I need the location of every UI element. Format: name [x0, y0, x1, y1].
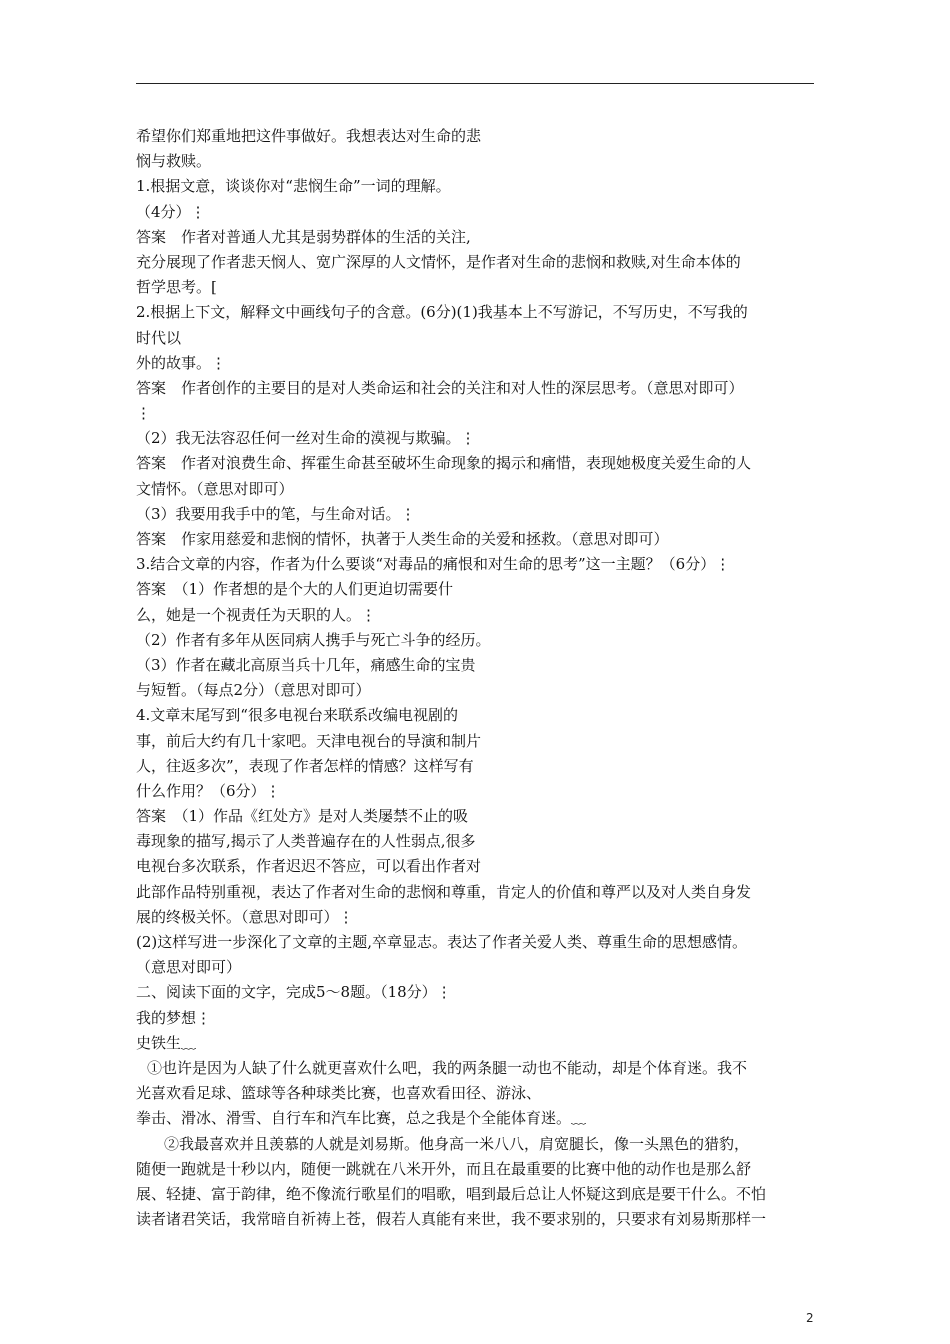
answer-line: 答案 作者创作的主要目的是对人类命运和社会的关注和对人性的深层思考。（意思对即可）: [136, 378, 744, 397]
section-heading: 二、阅读下面的文字，完成5～8题。（18分）⋮: [136, 983, 452, 1002]
text-line: 哲学思考。[: [136, 278, 217, 297]
answer-line: 答案 （1）作品《红处方》是对人类屡禁不止的吸: [136, 807, 469, 826]
text-line: (2)这样写进一步深化了文章的主题,卒章显志。表达了作者关爱人类、尊重生命的思想感情。: [136, 933, 748, 951]
text-line: （4分）⋮: [136, 202, 206, 221]
text-line: 什么作用？（6分）⋮: [136, 781, 281, 800]
text-line: 时代以: [136, 328, 182, 347]
article-title: 我的梦想⋮: [136, 1008, 212, 1027]
sub-question: （3）我要用我手中的笔，与生命对话。⋮: [136, 504, 416, 523]
question-1: 1.根据文意，谈谈你对“悲悯生命”一词的理解。: [136, 177, 451, 196]
text-line: 与短暂。（每点2分）（意思对即可）: [136, 681, 371, 700]
text-line: 事，前后大约有几十家吧。天津电视台的导演和制片: [136, 731, 482, 750]
text-line: 毒现象的描写,揭示了人类普遍存在的人性弱点,很多: [136, 832, 476, 851]
text-line: ⋮: [136, 404, 151, 423]
text-line: （3）作者在藏北高原当兵十几年，痛感生命的宝贵: [136, 655, 476, 674]
answer-line: 答案 作家用慈爱和悲悯的情怀，执著于人类生命的关爱和拯救。（意思对即可）: [136, 530, 669, 548]
paragraph-line: ①也许是因为人缺了什么就更喜欢什么吧，我的两条腿一动也不能动，却是个体育迷。我不: [147, 1058, 748, 1077]
text-line: （意思对即可）: [136, 958, 242, 977]
header-rule: [136, 83, 814, 84]
text-line: 此部作品特别重视，表达了作者对生命的悲悯和尊重，肯定人的价值和尊严以及对人类自身发: [136, 882, 752, 901]
text-line: （2）作者有多年从医同病人携手与死亡斗争的经历。: [136, 630, 491, 649]
text-line: 文情怀。（意思对即可）: [136, 479, 294, 498]
text-line: 展的终极关怀。（意思对即可）⋮: [136, 907, 354, 926]
question-4: 4.文章末尾写到“很多电视台来联系改编电视剧的: [136, 706, 458, 725]
text-line: 外的故事。⋮: [136, 353, 227, 372]
text-line: 人，往返多次”，表现了作者怎样的情感？这样写有: [136, 756, 474, 775]
answer-line: 答案 （1）作者想的是个大的人们更迫切需要什: [136, 580, 454, 599]
text-line: 充分展现了作者悲天悯人、宽广深厚的人文情怀，是作者对生命的悲悯和救赎,对生命本体的: [136, 252, 741, 271]
paragraph-line: 拳击、滑冰、滑雪、自行车和汽车比赛，总之我是个全能体育迷。﹏: [136, 1109, 587, 1128]
document-body: [136, 124, 816, 1232]
answer-line: 答案 作者对浪费生命、挥霍生命甚至破坏生命现象的揭示和痛惜，表现她极度关爱生命的人: [136, 454, 752, 473]
paragraph-line: ②我最喜欢并且羡慕的人就是刘易斯。他身高一米八八，肩宽腿长，像一头黑色的猎豹，: [164, 1134, 750, 1153]
text-line: 么，她是一个视责任为天职的人。⋮: [136, 605, 377, 624]
article-author: 史铁生﹏: [136, 1033, 197, 1052]
text-line: 希望你们郑重地把这件事做好。我想表达对生命的悲: [136, 127, 482, 145]
text-line: 电视台多次联系，作者迟迟不答应，可以看出作者对: [136, 857, 482, 876]
paragraph-line: 光喜欢看足球、篮球等各种球类比赛，也喜欢看田径、游泳、: [136, 1084, 542, 1103]
question-3: 3.结合文章的内容，作者为什么要谈“对毒品的痛恨和对生命的思考”这一主题？（6分）⋮: [136, 555, 731, 574]
text-line: 悯与救赎。: [136, 152, 212, 171]
paragraph-line: 随便一跑就是十秒以内，随便一跳就在八米开外，而且在最重要的比赛中他的动作也是那么舒: [136, 1159, 752, 1178]
paragraph-line: 读者诸君笑话，我常暗自祈祷上苍，假若人真能有来世，我不要求别的，只要求有刘易斯那样一: [136, 1210, 767, 1229]
sub-question: （2）我无法容忍任何一丝对生命的漠视与欺骗。⋮: [136, 429, 476, 448]
answer-line: 答案 作者对普通人尤其是弱势群体的生活的关注,: [136, 227, 471, 246]
page-number: 2: [806, 1311, 814, 1325]
question-2: 2.根据上下文，解释文中画线句子的含意。(6分)(1)我基本上不写游记，不写历史，不写我的: [136, 303, 748, 322]
paragraph-line: 展、轻捷、富于韵律，绝不像流行歌星们的唱歌，唱到最后总让人怀疑这到底是要干什么。不怕: [136, 1184, 767, 1203]
